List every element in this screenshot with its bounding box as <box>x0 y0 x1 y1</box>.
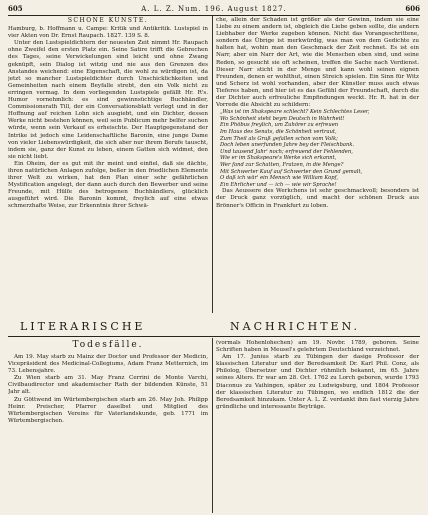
review-continuation: Ein Oheim, der es gut mit ihr meint und einfiel, daß sie dächte, ihren natürlichen Anlagen zufolge, beßer in den friedlichen Elemente ihrer Welt zu wirken, hat den Plan einer sehr gefährlichen Mystification angelegt, der dann auch durch den Bewerber und seine Freunde, mit Hülfe des betrogenen Buchhändlers, glücklich ausgeführt wird. Die Baronin kommt, freylich auf eine etwas schmerzhafte Weise, zur Erkenntnis ihrer Schwä- <box>8 160 208 210</box>
obituary-entry: (vormals Hohenlohechen) am 19. Novbr. 1789, geboren. Seine Schriften haben in Meusel's gelehrtem Deutschland verzeichnet. <box>216 340 419 354</box>
review-right-intro: che, allein der Schaden ist größer als der Gewinn, indem sie eine Liebe zu einem andern ist, obgleich die Liebe geben sollte, die andern Liebhaber der Werke zugeben können. Nicht das Vorangeschrittene, sondern das Übrige ist merkwürdig, was man von dem Gedichte zu halten hat, wohin man den Geschmack der Zeit rechnet. Es ist ein Narr, aber ein Narr der Art, wie die Menschen eben sind, und seine Reden, so gesucht sie oft scheinen, treffen die Sache nach Verdienst. Dieser Narr sticht in der Menge und kann wohl seinen eignen Freunden, denen er wohlthut, einen Streich spielen. Ein Sinn für Witz und Scherz ist wohl vorhanden, aber der Künstler muss auch etwas Tieferes haben, und hier ist es das Gefühl der Freundschaft, durch die der Dichter auch erfreuliche Empfindungen weckt. Hr. R. hat in der Vorrede die Absicht zu schildern: <box>216 17 419 109</box>
obituary-entry: Zu Göttwend im Würtembergischen starb am 26. May Joh. Philipp Heinr. Preischer, Pfarrer daselbst und Mitglied des Würtembergischen Vereins für Vaterlandskunde, geb. 1771 im Würtembergischen. <box>8 396 208 424</box>
poem-line: Wer fand zur Schatten, Fratzen, in die Menge? <box>220 161 344 168</box>
page-number-left: 605 <box>8 4 23 13</box>
obituaries-heading: Todesfälle. <box>72 340 144 350</box>
poem-quote <box>216 109 419 188</box>
page-header <box>8 4 420 14</box>
page-header-title: A. L. Z. Num. 196. August 1827. <box>141 5 287 13</box>
poem-line: Doch leben unerfunden Jahre bey der Fleischbank. <box>220 142 355 149</box>
poem-line: Und tausend Jahr' noch; erfreuend der Fehlenden, <box>220 148 353 155</box>
banner-right: NACHRICHTEN. <box>230 320 360 333</box>
poem-line: Ein Phöbus freylich, um Zuhörer zu erfreuen <box>220 122 339 129</box>
section-title: SCHÖNE KÜNSTE. <box>67 17 149 24</box>
obituaries-right <box>216 340 419 511</box>
poem-line: Wo Schönheit steht beym Deutsch in Wahrheit! <box>220 115 345 122</box>
banner-left: LITERARISCHE <box>20 320 146 333</box>
poem-line: Ein Ehrlicher und — ich — wie wir Sprache! <box>220 181 337 188</box>
poem-line: Zum Theil als Gruß gefallen schon vom Volk; <box>220 135 338 142</box>
obituary-entry: Am 17. Junius starb zu Tübingen der dasige Professor der klassischen Literatur und der Beredsamkeit Dr. Karl Phil. Conz, als Philolog, Übersetzer und Dichter rühmlich bekannt, im 65. Jahre seines Alters. Er war am 28. Oct. 1762 zu Lorch geboren, wurde 1793 Diaconus zu Vaihingen, später zu Ludwigsburg, und 1804 Professor der klassischen Literatur zu Tübingen, wo endlich 1812 die der Beredsamkeit hinzukam. Unter A. L. Z. verdankt ihm fast vierzig Jahre gründliche und interessante Beyträge. <box>216 354 419 410</box>
left-column-review <box>8 17 208 311</box>
review-body: Unter den Lustspieldichtern der neuesten Zeit nimmt Hr. Raupach ohne Zweifel den ersten Platz ein. Seine Satire trifft die Gebrechen des Tages, seine Verwickelungen sind leicht und ohne Zwang geknüpft, sein Dialog ist witzig und nie aus den Grenzen des Anstandes weichend: eine Eigenschaft, die wohl zu würdigen ist, da jetzt so mancher Lustspieldichter durch Unschicklichkeiten und Gemeinheiten nach einem Beyfalle strebt, den ein Volk nicht zu erringen vermag. In dem vorliegenden Lustspiele gefällt Hr. R's. Humor vornehmlich: es sind gewinnsüchtige Buchhändler, Commissionsrath Till, der ein Conversationsblatt verlegt und in der Hoffnung auf reichen Lohn sich ausgiebt, und ein Dichter, dessen Werke nicht bestehen können, weil sein Publicum mehr belfer suchen würde, wenn sein Verkauf es erheischte. Der Hauptgegenstand der Intrike ist jedoch eine Leidenschaftliche Baronin, eine junge Dame von vieler Liebenswürdigkeit, die sich aber nur ihrem Berufe tauscht, indem sie, ganz der Kunst zu leben, einem Gatten sich widmet, den sie nicht liebt. <box>8 40 208 160</box>
review-right-outro: Das Aeussere des Werkchens ist sehr geschmackvoll; besonders ist der Druck ganz vorzüglich, und macht der schönen Druck aus Brönner's Officin in Frankfurt zu loben. <box>216 188 419 209</box>
banner-rule <box>8 336 420 337</box>
column-divider-top <box>212 16 213 313</box>
poem-line: Wie er im Shakspeare's Werke sich erkannt, <box>220 155 337 162</box>
poem-line: „Was ist im Shakspeare schlecht? Kein Schlechtes Leser, <box>220 109 370 116</box>
obituary-entry: Am 19. May starb zu Mainz der Doctor und Professor der Medicin, Vicepräsident des Medicinal-Collegiums, Adam Franz Metternich, im 73. Lebensjahre. <box>8 354 208 375</box>
poem-line: Im Haus des Senats, die Schönheit vertraut, <box>220 129 337 135</box>
poem-line: Mit Schwerter Kauf auf Schwerter den Grund gemalt, <box>220 168 363 175</box>
page-number-right: 606 <box>405 4 420 13</box>
section-banner <box>8 318 420 335</box>
obituary-entry: Zu Wien starb am 31. May Franz Cerrini de Monte Varchi, Civilbaudirector und akademischer Rath der bildenden Künste, 51 Jahr alt. <box>8 375 208 396</box>
review-citation: Hamburg, b. Hoffmann u. Campe: Kritik und Antikritik. Lustspiel in vier Akten von Dr. Ernst Raupach. 1827. 139 S. 8. <box>8 26 208 40</box>
poem-line: O daß ich wär' ein Mensch wie William Kopf, <box>220 175 338 182</box>
column-divider-bottom <box>212 338 213 513</box>
header-rule <box>8 15 420 16</box>
obituaries-left <box>8 354 208 511</box>
right-column-review <box>216 17 419 311</box>
